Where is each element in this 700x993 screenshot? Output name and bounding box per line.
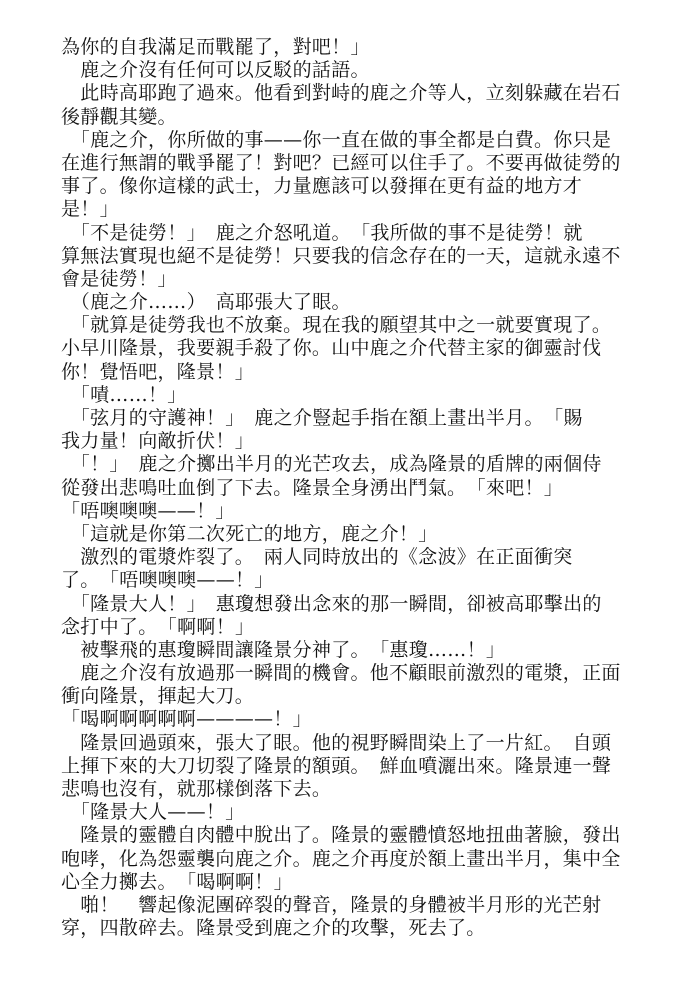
text-line: 「唔噢噢噢——！」 — [61, 499, 235, 522]
text-line: （鹿之介……） 高耶張大了眼。 — [61, 291, 351, 314]
text-line: 念打中了。 「啊啊！」 — [61, 615, 255, 638]
text-line: 了。 「唔噢噢噢——！」 — [61, 569, 274, 592]
text-line: 我力量！向敵折伏！」 — [61, 430, 255, 453]
text-line: 是！」 — [61, 198, 119, 221]
text-line: 激烈的電漿炸裂了。 兩人同時放出的《念波》在正面衝突 — [61, 546, 573, 569]
text-line: 此時高耶跑了過來。他看到對峙的鹿之介等人，立刻躲藏在岩石 — [61, 82, 621, 105]
text-line: 事了。像你這樣的武士，力量應該可以發揮在更有益的地方才 — [61, 175, 583, 198]
text-line: 鹿之介沒有任何可以反駁的話語。 — [61, 59, 370, 82]
text-line: 為你的自我滿足而戰罷了，對吧！」 — [61, 36, 370, 58]
text-line: 衝向隆景，揮起大刀。 — [61, 685, 255, 708]
text-line: 「不是徒勞！」 鹿之介怒吼道。 「我所做的事不是徒勞！就 — [61, 221, 583, 244]
text-line: 從發出悲鳴吐血倒了下去。隆景全身湧出鬥氣。 「來吧！」 — [61, 476, 564, 499]
document-page — [61, 36, 641, 940]
text-line: 心全力擲去。 「喝啊啊！」 — [61, 870, 293, 893]
text-line: 隆景的靈體自肉體中脫出了。隆景的靈體憤怒地扭曲著臉，發出 — [61, 824, 621, 847]
text-line: 小早川隆景，我要親手殺了你。山中鹿之介代替主家的御靈討伐 — [61, 337, 602, 360]
text-line: 算無法實現也絕不是徒勞！只要我的信念存在的一天，這就永遠不 — [61, 244, 621, 267]
text-line: 悲鳴也沒有，就那樣倒落下去。 — [61, 778, 332, 800]
text-line: 後靜觀其變。 — [61, 105, 177, 128]
text-line: 會是徒勞！」 — [61, 267, 177, 290]
text-line: 「！」 鹿之介擲出半月的光芒攻去，成為隆景的盾牌的兩個侍 — [61, 453, 602, 476]
text-line: 你！覺悟吧，隆景！」 — [61, 360, 255, 383]
text-line: 隆景回過頭來，張大了眼。他的視野瞬間染上了一片紅。 自頭 — [61, 731, 612, 754]
text-line: 「弦月的守護神！」 鹿之介豎起手指在額上畫出半月。 「賜 — [61, 407, 583, 429]
text-line: 「嘖……！」 — [61, 383, 187, 406]
text-line: 「隆景大人——！」 — [61, 801, 245, 824]
text-line: 穿，四散碎去。隆景受到鹿之介的攻擊，死去了。 — [61, 917, 486, 940]
text-line: 「就算是徒勞我也不放棄。現在我的願望其中之一就要實現了。 — [61, 314, 612, 337]
text-line: 「這就是你第二次死亡的地方，鹿之介！」 — [61, 522, 438, 545]
text-line: 鹿之介沒有放過那一瞬間的機會。他不顧眼前激烈的電漿，正面 — [61, 662, 621, 685]
text-line: 「喝啊啊啊啊啊————！」 — [61, 708, 312, 731]
text-line: 在進行無謂的戰爭罷了！對吧？已經可以住手了。不要再做徒勞的 — [61, 151, 621, 174]
text-line: 「隆景大人！」 惠瓊想發出念來的那一瞬間，卻被高耶擊出的 — [61, 592, 602, 615]
text-line: 上揮下來的大刀切裂了隆景的額頭。 鮮血噴灑出來。隆景連一聲 — [61, 754, 612, 777]
text-line: 咆哮，化為怨靈襲向鹿之介。鹿之介再度於額上畫出半月，集中全 — [61, 847, 621, 870]
text-line: 被擊飛的惠瓊瞬間讓隆景分神了。 「惠瓊……！」 — [61, 638, 506, 661]
text-line: 「鹿之介，你所做的事——你一直在做的事全都是白費。你只是 — [61, 128, 612, 151]
text-line: 啪！ 響起像泥團碎裂的聲音，隆景的身體被半月形的光芒射 — [61, 893, 602, 916]
